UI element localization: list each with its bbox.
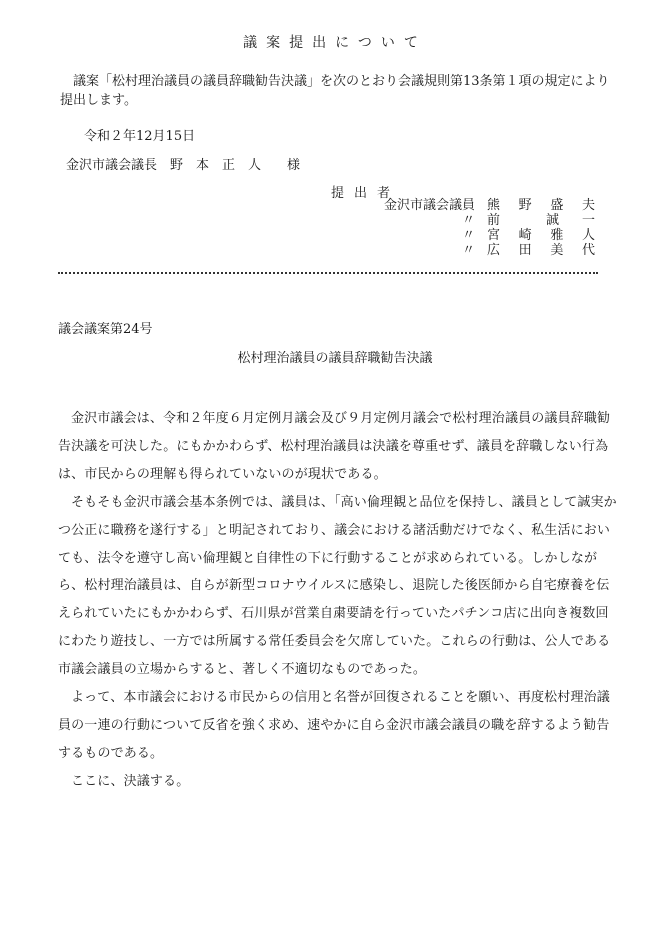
submission-statement: 議案「松村理治議員の議員辞職勧告決議」を次のとおり会議規則第13条第１項の規定により提出します。 [60, 74, 610, 108]
submitter-name-char: 美 [550, 243, 564, 258]
body-paragraph: 金沢市議会は、令和２年度６月定例月議会及び９月定例月議会で松村理治議員の議員辞職勧告決議を可決した。にもかかわらず、松村理治議員は決議を尊重せず、議員を辞職しない行為は、市民からの理解も得られていないのが現状である。 [58, 411, 611, 482]
submitter-name-char: 熊 [487, 198, 501, 213]
submitter-row [360, 198, 610, 213]
submitters-list [360, 198, 610, 258]
submitter-role: 金沢市議会議員 [383, 198, 475, 213]
resolution-body [58, 405, 618, 796]
submitter-row [360, 213, 610, 228]
resolution-title: 松村理治議員の議員辞職勧告決議 [237, 351, 433, 366]
addressee-name: 金沢市議会議長 野 本 正 人 [66, 158, 262, 173]
submitter-name-char: 田 [518, 243, 532, 258]
submitter-role: 〃 [461, 213, 475, 228]
submitter-name-char: 人 [581, 228, 595, 243]
submitter-name-char: 前 [487, 213, 501, 228]
submitter-name-char: 崎 [518, 228, 532, 243]
submitter-name-char: 盛 [550, 198, 564, 213]
addressee-honorific: 様 [287, 158, 301, 173]
submitter-name [487, 243, 595, 258]
submitter-name-char: 宮 [487, 228, 501, 243]
submission-date: 令和２年12月15日 [84, 129, 196, 144]
submitter-row [360, 243, 610, 258]
body-paragraph: ここに、決議する。 [71, 773, 190, 789]
document-title: 議案提出について [243, 35, 427, 51]
submitter-name [487, 213, 595, 228]
body-paragraph: よって、本市議会における市民からの信用と名誉が回復されることを願い、再度松村理治議員の一連の行動について反省を強く求め、速やかに自ら金沢市議会議員の職を辞するよう勧告するものである。 [58, 690, 610, 761]
submitter-role: 〃 [461, 228, 475, 243]
submitter-name-char: 夫 [581, 198, 595, 213]
submitter-name-char: 雅 [550, 228, 564, 243]
submitter-row [360, 228, 610, 243]
submitter-name-char: 誠 [545, 213, 559, 228]
submitter-name [487, 198, 595, 213]
submitters-label: 提出者 [331, 186, 401, 201]
submitter-role: 〃 [461, 243, 475, 258]
submitter-name-char: 広 [487, 243, 501, 258]
submitter-name-char: 代 [581, 243, 595, 258]
submitter-name [487, 228, 595, 243]
body-paragraph: そもそも金沢市議会基本条例では、議員は、「高い倫理観と品位を保持し、議員として誠実かつ公正に職務を遂行する」と明記されており、議会における諸活動だけでなく、私生活においても、法令を遵守し高い倫理観と自律性の下に行動することが求められている。しかしながら、松村理治議員は、自らが新型コロナウイルスに感染し、退院した後医師から自宅療養を伝えられていたにもかかわらず、石川県が営業自粛要請を行っていたパチンコ店に出向き複数回にわたり遊技し、一方では所属する常任委員会を欠席していた。これらの行動は、公人である市議会議員の立場からすると、著しく不適切なものであった。 [58, 494, 617, 678]
dotted-divider [58, 272, 598, 274]
bill-number: 議会議案第24号 [58, 322, 153, 337]
submitter-name-char: 一 [581, 213, 595, 228]
submitter-name-char: 野 [518, 198, 532, 213]
addressee-block [66, 154, 300, 173]
